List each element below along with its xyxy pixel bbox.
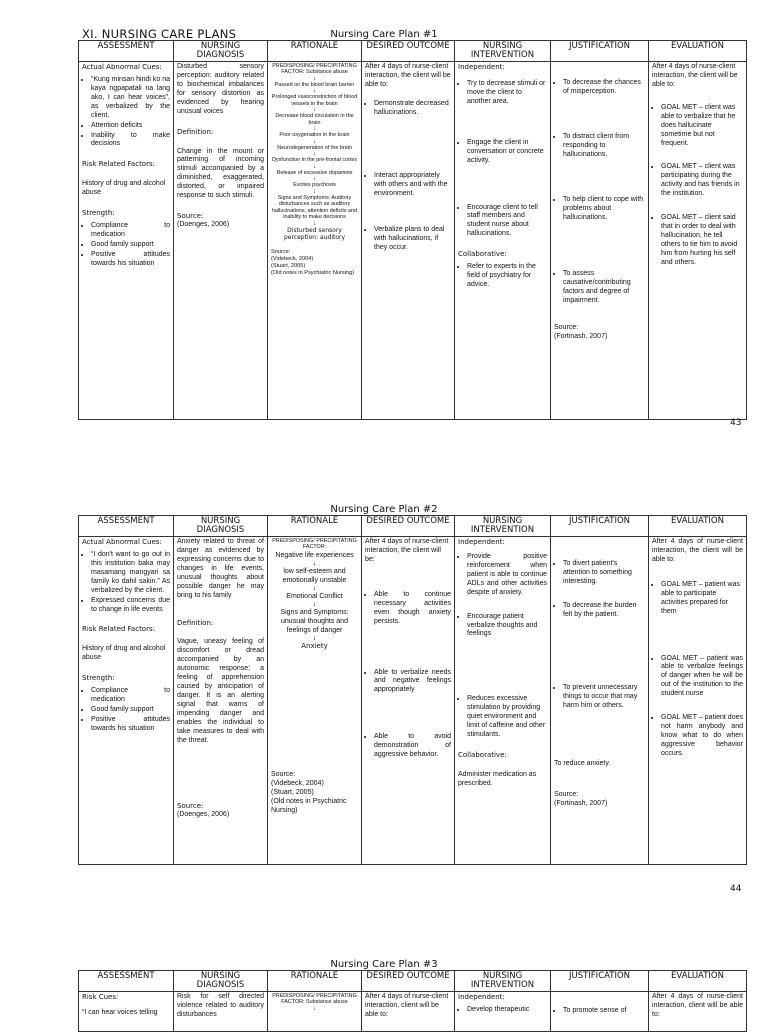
list-item: • Good family support <box>91 241 170 250</box>
col-assessment: ASSESSMENT <box>79 41 174 62</box>
list-item: • “Kung minsan hindi ko na kaya ngpapatali na lang ako, I can hear voices”, as verbalized by the client. <box>91 76 170 121</box>
assessment-cell: Actual Abnormal Cues: • “I don't want to go out in this institution baka may masamang mangyari sa family ko dahil sakin.” As verbalized by the client. • Expressed concerns due to change in life events Risk Related Factors: History of drug and alcohol abuse Strength: • Compliance to medication • Good family support • Positive attitudes towards his situation <box>79 536 174 864</box>
down-arrow-icon: ↓ <box>313 188 316 195</box>
assessment-cell: Actual Abnormal Cues: • “Kung minsan hindi ko na kaya ngpapatali na lang ako, I can hear voices”, as verbalized by the client. • Attention deficits • Inability to make decisions Risk Related Factors: History of drug and alcohol abuse Strength: • Compliance to medication • Good family support • Positive attitudes towards his situation <box>79 61 174 419</box>
list-item: • Provide positive reinforcement when patient is able to continue ADLs and other activities despite of anxiety. <box>467 553 547 598</box>
list-item: • Reduces excessive stimulation by providing quiet environment and limit of caffeine and other stimulants. <box>467 695 547 740</box>
list-item: • Encourage patient verbalize thoughts and feelings <box>467 613 547 640</box>
down-arrow-icon: ↓ <box>313 1005 316 1012</box>
flow-step: PREDISPOSING/ PRECIPITATING FACTOR: Substance abuse <box>272 62 357 76</box>
col-evaluation: EVALUATION <box>649 516 747 537</box>
justification-cell: • To divert patient's attention to something interesting. • To decrease the burden felt by the patient. • To prevent unnecessary things to occur that may harm him or others. To reduce anxiety. Source: (Fortinash, 2007) <box>551 536 649 864</box>
care-plan-1-table <box>78 40 747 420</box>
care-plan-2-table <box>78 515 747 865</box>
page-number: 44 <box>730 884 742 894</box>
down-arrow-icon: ↓ <box>313 151 316 158</box>
list-item: • Able to verbalize needs and negative feelings appropriately <box>374 669 451 696</box>
flow-step: Prolonged vasoconstriction of blood vessels in the brain <box>271 94 358 107</box>
list-item: • To prevent unnecessary things to occur that may harm him or others. <box>563 684 645 711</box>
list-item: • To help client to cope with problems about hallucinations. <box>563 196 645 223</box>
list-item: • Verbalize plans to deal with hallucinations, if they occur. <box>374 226 451 253</box>
flow-step: Disturbed sensory perception: auditory <box>283 226 346 241</box>
list-item: • Expressed concerns due to change in life events <box>91 597 170 615</box>
list-item: • Refer to experts in the field of psychiatry for advice. <box>467 263 547 290</box>
list-item: • Compliance to medication <box>91 687 170 705</box>
list-item: • Attention deficits <box>91 122 170 131</box>
rationale-cell <box>268 991 362 1031</box>
rationale-cell: PREDISPOSING/ PRECIPITATING FACTOR: Substance abuse ↓ Passed on the blood brain barrier ↓ Prolonged vasoconstriction of blood vessels in the brain ↓ Decrease blood circulation in the brain ↓ Poor oxygenation in the brain ↓ Neurodegeneration of the brain ↓ Dysfunction in the pre-frontal cortex ↓ Release of excessive dopamine ↓ Excites psychosis ↓ Signs and Symptoms: Auditory disturbances such as auditory hallucinations, attention deficits and inability to make decisions ↓ Disturbed sensory perception: auditory Source: (Videbeck, 2004) (Stuart, 2005) (Old notes in Psychiatric Nursing) <box>268 61 362 419</box>
flow-step: Dysfunction in the pre-frontal cortex <box>271 157 358 164</box>
rationale-flowchart: PREDISPOSING/ PRECIPITATING FACTOR: Negative life experiences ↓ low self-esteem and emotionally unstable ↓ Emotional Conflict ↓ Signs and Symptoms: unusual thoughts and feelings of danger ↓ Anxiety <box>272 537 357 651</box>
flow-step: Release of excessive dopamine <box>276 169 353 176</box>
col-assessment: ASSESSMENT <box>79 516 174 537</box>
down-arrow-icon: ↓ <box>313 220 316 227</box>
table-row <box>79 61 747 419</box>
list-item: • Try to decrease stimuli or move the client to another area. <box>467 80 547 107</box>
plan3-title: Nursing Care Plan #3 <box>330 959 438 970</box>
flow-step: Anxiety <box>301 642 328 651</box>
table-row <box>79 991 747 1031</box>
diagnosis-cell: Anxiety related to threat of danger as evidenced by expressing concerns due to changes in life events, unusual thoughts about possible danger he may bring to his family Definition: Vague, uneasy feeling of discomfort or dread accompanied by an autonomic response; a feeling of apprehension caused by anticipation of danger. It is an alerting signal that warns of impending danger and enables the individual to take measures to deal with the threat. Source: (Doenges, 2006) <box>174 536 268 864</box>
flow-step: Signs and Symptoms: Auditory disturbances such as auditory hallucinations, attention deficits and inability to make decisions <box>271 194 358 221</box>
down-arrow-icon: ↓ <box>313 163 316 170</box>
down-arrow-icon: ↓ <box>313 138 316 145</box>
down-arrow-icon: ↓ <box>313 126 316 133</box>
col-nursing-intervention: NURSING INTERVENTION <box>455 971 551 992</box>
flow-step: low self-esteem and emotionally unstable <box>282 567 347 584</box>
col-nursing-diagnosis: NURSING DIAGNOSIS <box>174 41 268 62</box>
col-nursing-intervention: NURSING INTERVENTION <box>455 41 551 62</box>
header-row <box>79 971 747 992</box>
intervention-cell: Independent: • Develop therapeutic <box>455 991 551 1031</box>
col-assessment: ASSESSMENT <box>79 971 174 992</box>
list-item: • “I don't want to go out in this institution baka may masamang mangyari sa family ko dahil sakin.” As verbalized by the client. <box>91 551 170 596</box>
table-row <box>79 536 747 864</box>
plan1-title: Nursing Care Plan #1 <box>330 29 438 40</box>
justification-cell: • To decrease the chances of misperception. • To distract client from responding to hallucinations. • To help client to cope with problems about hallucinations. • To assess causative/contributing factors and degree of impairment. Source: (Fortinash, 2007) <box>551 61 649 419</box>
flow-step: Neurodegeneration of the brain <box>277 144 352 151</box>
col-nursing-diagnosis: NURSING DIAGNOSIS <box>174 516 268 537</box>
col-evaluation: EVALUATION <box>649 41 747 62</box>
list-item: • Encourage client to tell staff members and student nurse about hallucinations. <box>467 204 547 240</box>
diagnosis-cell: Risk for self directed violence related to auditory disturbances <box>174 991 268 1031</box>
section-title: XI. NURSING CARE PLANS <box>82 27 237 41</box>
list-item: • GOAL MET – client said that in order to deal with hallucination, he tell others to tie him to avoid him from hurting his self and others. <box>661 214 743 268</box>
list-item: • To distract client from responding to hallucinations. <box>563 133 645 160</box>
justification-cell <box>551 991 649 1031</box>
down-arrow-icon: ↓ <box>313 75 316 82</box>
outcome-cell: After 4 days of nurse-client interaction, client will be able to: <box>362 991 455 1031</box>
list-item: • Positive attitudes towards his situation <box>91 716 170 734</box>
col-rationale: RATIONALE <box>268 971 362 992</box>
col-evaluation: EVALUATION <box>649 971 747 992</box>
list-item: • To divert patient's attention to something interesting. <box>563 560 645 587</box>
outcome-cell: After 4 days of nurse-client interaction, the client will be able to: • Demonstrate decreased hallucinations. • Interact appropriately with others and with the environment. • Verbalize plans to deal with hallucinations, if they occur. <box>362 61 455 419</box>
list-item: • GOAL MET – client was participating during the activity and has friends in the institution. <box>661 163 743 199</box>
list-item: • Develop therapeutic <box>467 1006 547 1015</box>
down-arrow-icon: ↓ <box>313 107 316 114</box>
assessment-cell: Risk Cues: “I can hear voices telling <box>79 991 174 1031</box>
diagnosis-cell: Disturbed sensory perception: auditory related to biochemical imbalances for sensory distortion as evidenced by hearing unusual voices Definition: Change in the mount or patterning of incoming stimuli accompanied by a diminished, exaggerated, distorted, or impaired response to such stimuli. Source: (Doenges, 2006) <box>174 61 268 419</box>
page-number: 43 <box>730 418 742 428</box>
list-item: • Compliance to medication <box>91 222 170 240</box>
care-plan-3-table <box>78 970 747 1032</box>
flow-step: PREDISPOSING/ PRECIPITATING FACTOR: Substance abuse <box>272 992 357 1006</box>
rationale-flowchart <box>271 63 358 241</box>
col-justification: JUSTIFICATION <box>551 971 649 992</box>
col-desired-outcome: DESIRED OUTCOME <box>362 516 455 537</box>
down-arrow-icon: ↓ <box>312 635 317 643</box>
list-item: • GOAL MET – patient does not harm anybody and know what to do when aggressive behavior occurs. <box>661 714 743 759</box>
rationale-cell: PREDISPOSING/ PRECIPITATING FACTOR: Negative life experiences ↓ low self-esteem and emotionally unstable ↓ Emotional Conflict ↓ Signs and Symptoms: unusual thoughts and feelings of danger ↓ Anxiety Source: (Videbeck, 2004) (Stuart, 2005) (Old notes in Psychiatric Nursing) <box>268 536 362 864</box>
evaluation-cell: After 4 days of nurse-client interaction, the client will be able to: • GOAL MET – patient was able to participate activities prepared for them • GOAL MET – patient was able to verbalize feelings of danger when he will be out of the institution to the student nurse • GOAL MET – patient does not harm anybody and know what to do when aggressive behavior occurs. <box>649 536 747 864</box>
list-item: • GOAL MET – client was able to verbalize that he does hallucinate sometime but not frequent. <box>661 104 743 149</box>
list-item: • To assess causative/contributing factors and degree of impairment. <box>563 270 645 306</box>
flow-step: Signs and Symptoms: unusual thoughts and feelings of danger <box>280 609 349 635</box>
list-item: • To decrease the burden felt by the patient. <box>563 602 645 620</box>
down-arrow-icon: ↓ <box>312 601 317 609</box>
col-rationale: RATIONALE <box>268 516 362 537</box>
col-justification: JUSTIFICATION <box>551 41 649 62</box>
col-nursing-intervention: NURSING INTERVENTION <box>455 516 551 537</box>
col-desired-outcome: DESIRED OUTCOME <box>362 971 455 992</box>
list-item: • Able to avoid demonstration of aggressive behavior. <box>374 733 451 760</box>
flow-step: Negative life experiences <box>275 551 354 559</box>
down-arrow-icon: ↓ <box>313 176 316 183</box>
down-arrow-icon: ↓ <box>312 559 317 567</box>
list-item: • To promote sense of <box>563 1007 645 1016</box>
list-item: • To decrease the chances of misperception. <box>563 79 645 97</box>
list-item: • Engage the client in conversation or concrete activity. <box>467 139 547 166</box>
col-rationale: RATIONALE <box>268 41 362 62</box>
flow-step: Passed on the blood brain barrier <box>274 81 355 88</box>
down-arrow-icon: ↓ <box>313 88 316 95</box>
plan2-title: Nursing Care Plan #2 <box>330 504 438 515</box>
flow-step: Emotional Conflict <box>286 593 343 601</box>
flow-step: Excites psychosis <box>293 182 336 189</box>
list-item: • Able to continue necessary activities even though anxiety persists. <box>374 591 451 627</box>
flow-step: Poor oxygenation in the brain <box>279 132 350 139</box>
header-row <box>79 516 747 537</box>
header-row <box>79 41 747 62</box>
col-desired-outcome: DESIRED OUTCOME <box>362 41 455 62</box>
col-justification: JUSTIFICATION <box>551 516 649 537</box>
list-item: • GOAL MET – patient was able to participate activities prepared for them <box>661 581 743 617</box>
intervention-cell: Independent: • Provide positive reinforcement when patient is able to continue ADLs and other activities despite of anxiety. • Encourage patient verbalize thoughts and feelings • Reduces excessive stimulation by providing quiet environment and limit of caffeine and other stimulants. Collaborative: Administer medication as prescribed. <box>455 536 551 864</box>
intervention-cell: Independent: • Try to decrease stimuli or move the client to another area. • Engage the client in conversation or concrete activity. • Encourage client to tell staff members and student nurse about hallucinations. Collaborative: • Refer to experts in the field of psychiatry for advice. <box>455 61 551 419</box>
evaluation-cell: After 4 days of nurse-client interaction, client will be able to: <box>649 991 747 1031</box>
list-item: • Demonstrate decreased hallucinations. <box>374 100 451 118</box>
col-nursing-diagnosis: NURSING DIAGNOSIS <box>174 971 268 992</box>
list-item: • Inability to make decisions <box>91 132 170 150</box>
list-item: • Positive attitudes towards his situation <box>91 251 170 269</box>
list-item: • Good family support <box>91 706 170 715</box>
outcome-cell: After 4 days of nurse-client interaction, the client will be: • Able to continue necessary activities even though anxiety persists. • Able to verbalize needs and negative feelings appropriately • Able to avoid demonstration of aggressive behavior. <box>362 536 455 864</box>
down-arrow-icon: ↓ <box>312 585 317 593</box>
evaluation-cell: After 4 days of nurse-client interaction, the client will be able to: • GOAL MET – client was able to verbalize that he does hallucinate sometime but not frequent. • GOAL MET – client was participating during the activity and has friends in the institution. • GOAL MET – client said that in order to deal with hallucination, he tell others to tie him to avoid him from hurting his self and others. <box>649 61 747 419</box>
flow-step: Decrease blood circulation in the brain <box>275 113 354 126</box>
list-item: • GOAL MET – patient was able to verbalize feelings of danger when he will be out of the institution to the student nurse <box>661 655 743 700</box>
list-item: • Interact appropriately with others and with the environment. <box>374 172 451 199</box>
